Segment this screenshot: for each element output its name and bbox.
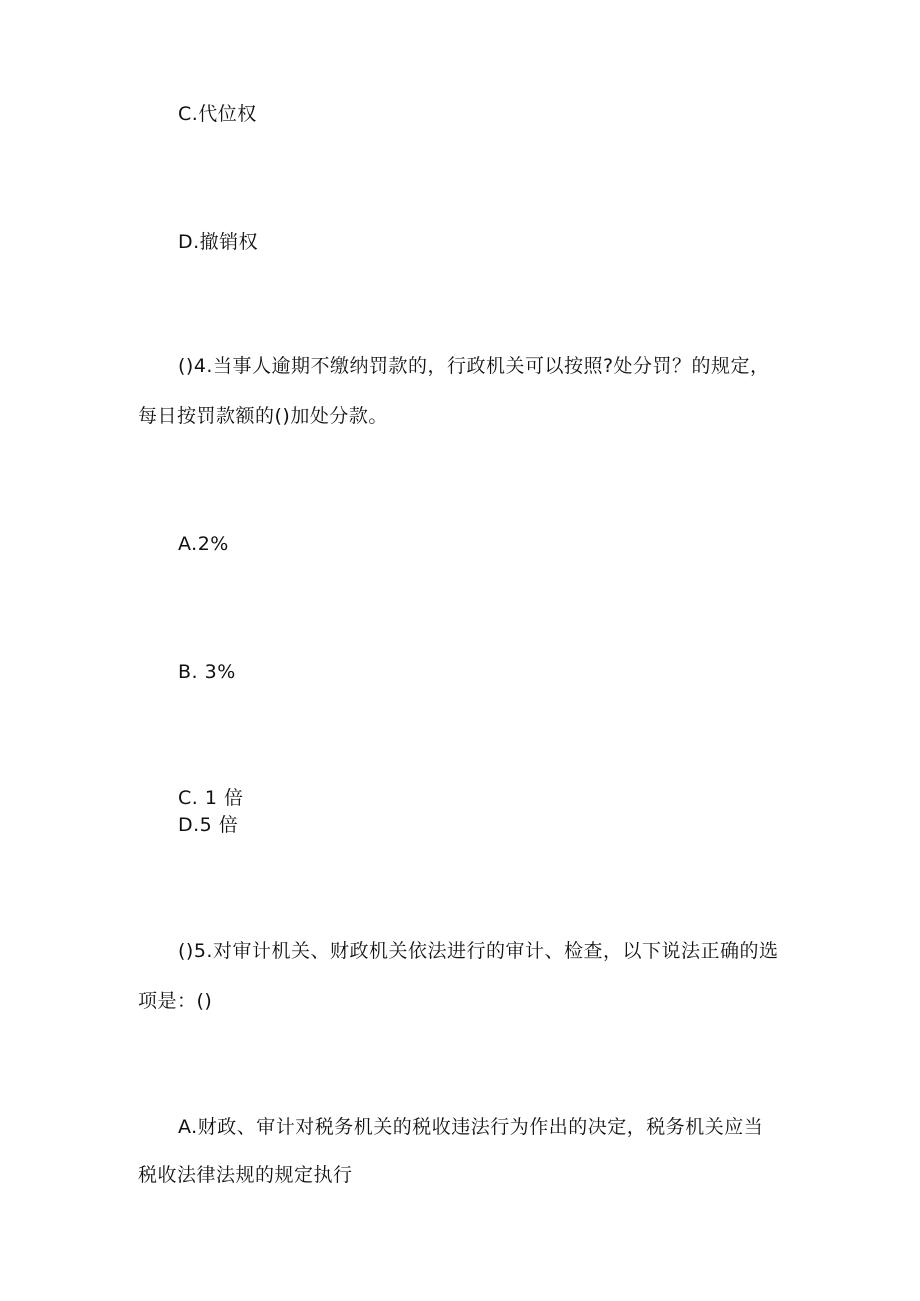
q4-option-c: C. 1 倍 [178,787,244,809]
q5-question-line-2: 项是：() [138,990,213,1012]
q3-option-d: D.撤销权 [178,231,259,253]
q4-option-d: D.5 倍 [178,814,239,836]
q5-option-a-line-1: A.财政、审计对税务机关的税收违法行为作出的决定，税务机关应当 [178,1116,764,1138]
q4-question-line-1: ()4.当事人逾期不缴纳罚款的，行政机关可以按照?处分罚？的规定， [178,355,770,377]
q5-question-line-1: ()5.对审计机关、财政机关依法进行的审计、检查，以下说法正确的选 [178,940,779,962]
q4-option-a: A.2% [178,533,229,555]
q3-option-c: C.代位权 [178,103,257,125]
q4-option-b: B. 3% [178,661,236,683]
q5-option-a-line-2: 税收法律法规的规定执行 [138,1164,353,1186]
q4-question-line-2: 每日按罚款额的()加处分款。 [138,405,388,427]
